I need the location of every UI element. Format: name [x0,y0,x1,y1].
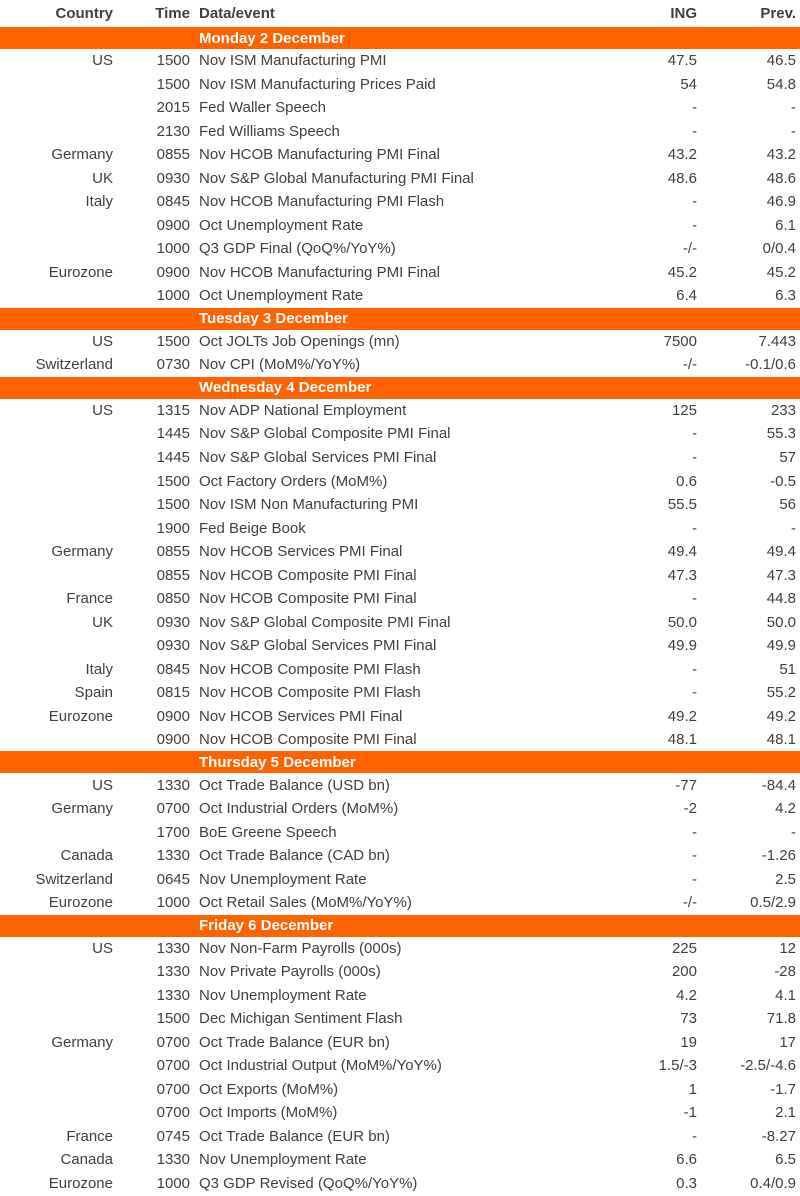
country-cell: Italy [85,193,113,211]
country-cell: Eurozone [48,894,113,912]
ing-forecast-cell: 200 [671,963,697,981]
country-cell [0,237,113,261]
event-row [0,728,800,752]
event-row [0,820,800,844]
time-cell: 1000 [156,287,190,305]
country-cell [0,96,113,120]
event-row [0,1172,800,1196]
ing-forecast-cell: 49.9 [667,637,697,655]
event-row [0,143,800,167]
event-row [0,284,800,308]
event-row [0,610,800,634]
country-cell: Spain [74,684,113,702]
data-event-column-header: Data/event [199,5,275,22]
time-cell: 1000 [156,894,190,912]
previous-cell: 0/0.4 [762,240,796,258]
time-cell: 0850 [156,590,190,608]
event-row [0,1148,800,1172]
country-cell [0,1007,113,1031]
event-cell: Fed Waller Speech [199,99,327,117]
time-cell: 1330 [156,1151,190,1169]
country-cell [0,284,113,308]
time-cell: 1445 [156,448,190,466]
day-section-banner [0,27,800,49]
event-row [0,1031,800,1055]
event-cell: Nov Non-Farm Payrolls (000s) [199,939,402,957]
time-cell: 1000 [156,1174,190,1192]
event-row [0,446,800,470]
ing-forecast-cell: - [692,1127,697,1145]
ing-forecast-cell: 0.6 [676,472,697,490]
previous-cell: 6.5 [775,1151,796,1169]
event-row [0,237,800,261]
ing-forecast-cell: -/- [682,240,697,258]
ing-forecast-cell: 225 [671,939,697,957]
time-cell: 2015 [156,99,190,117]
event-cell: Nov S&P Global Services PMI Final [199,637,437,655]
day-section-title: Monday 2 December [0,27,800,49]
ing-forecast-cell: -/- [682,356,697,374]
event-cell: Nov HCOB Manufacturing PMI Final [199,146,440,164]
time-cell: 0930 [156,613,190,631]
event-row [0,120,800,144]
country-cell [0,728,113,752]
event-cell: Nov Private Payrolls (000s) [199,963,381,981]
time-cell: 0730 [156,356,190,374]
previous-cell: 49.4 [766,543,796,561]
country-cell [0,820,113,844]
event-row [0,49,800,73]
ing-forecast-cell: 54 [680,75,697,93]
event-cell: Nov Unemployment Rate [199,1151,367,1169]
event-row [0,1007,800,1031]
event-cell: Oct Trade Balance (USD bn) [199,776,390,794]
time-cell: 1445 [156,425,190,443]
previous-cell: 0.5/2.9 [750,894,796,912]
country-cell [0,634,113,658]
event-row [0,563,800,587]
time-cell: 1500 [156,75,190,93]
time-cell: 0845 [156,193,190,211]
previous-cell: 51 [779,660,796,678]
ing-forecast-cell: 47.3 [667,566,697,584]
event-cell: Oct Unemployment Rate [199,216,364,234]
time-cell: 2130 [156,122,190,140]
event-row [0,634,800,658]
event-cell: Fed Beige Book [199,519,306,537]
event-cell: Nov HCOB Composite PMI Flash [199,660,421,678]
event-cell: Fed Williams Speech [199,122,340,140]
event-row [0,844,800,868]
time-cell: 1330 [156,986,190,1004]
previous-cell: 2.1 [775,1104,796,1122]
ing-forecast-cell: 6.6 [676,1151,697,1169]
previous-cell: 49.9 [766,637,796,655]
ing-forecast-cell: 19 [680,1033,697,1051]
country-cell: Germany [51,800,113,818]
previous-cell: 47.3 [766,566,796,584]
country-cell [0,120,113,144]
event-cell: Nov HCOB Manufacturing PMI Flash [199,193,445,211]
previous-cell: -84.4 [761,776,796,794]
event-cell: Oct Retail Sales (MoM%/YoY%) [199,894,412,912]
event-cell: Nov S&P Global Composite PMI Final [199,613,451,631]
time-cell: 0930 [156,637,190,655]
ing-forecast-cell: 7500 [663,332,697,350]
ing-forecast-cell: 55.5 [667,496,697,514]
country-cell: Canada [60,1151,113,1169]
event-cell: Nov HCOB Services PMI Final [199,543,403,561]
time-cell: 0900 [156,216,190,234]
ing-forecast-cell: 1.5/-3 [658,1057,697,1075]
time-cell: 1330 [156,847,190,865]
event-cell: Nov Unemployment Rate [199,870,367,888]
event-row [0,493,800,517]
previous-cell: 6.3 [775,287,796,305]
event-cell: Nov HCOB Composite PMI Final [199,566,417,584]
event-row [0,190,800,214]
day-section-banner [0,308,800,330]
ing-forecast-cell: 6.4 [676,287,697,305]
ing-forecast-cell: 4.2 [676,986,697,1004]
previous-cell: 55.2 [766,684,796,702]
previous-cell: 46.5 [766,52,796,70]
event-row [0,261,800,285]
country-cell [0,984,113,1008]
event-row [0,214,800,238]
time-cell: 1330 [156,776,190,794]
previous-cell: 49.2 [766,707,796,725]
time-cell: 1330 [156,963,190,981]
event-cell: Dec Michigan Sentiment Flash [199,1010,403,1028]
event-row [0,773,800,797]
event-row [0,868,800,892]
previous-cell: - [791,122,796,140]
time-cell: 0700 [156,800,190,818]
event-cell: Oct Trade Balance (CAD bn) [199,847,390,865]
event-cell: Nov HCOB Services PMI Final [199,707,403,725]
country-cell: Germany [51,146,113,164]
ing-forecast-cell: - [692,870,697,888]
event-cell: Nov HCOB Composite PMI Final [199,590,417,608]
country-cell [0,516,113,540]
event-row [0,1125,800,1149]
country-cell: Switzerland [35,356,113,374]
ing-forecast-cell: 48.6 [667,169,697,187]
ing-forecast-cell: - [692,684,697,702]
ing-forecast-cell: 50.0 [667,613,697,631]
ing-forecast-cell: 43.2 [667,146,697,164]
event-row [0,681,800,705]
event-cell: Nov Unemployment Rate [199,986,367,1004]
previous-cell: 71.8 [766,1010,796,1028]
previous-cell: - [791,519,796,537]
time-cell: 0845 [156,660,190,678]
event-cell: Oct Exports (MoM%) [199,1080,339,1098]
calendar-body [0,27,800,1195]
country-cell: Germany [51,543,113,561]
event-row [0,422,800,446]
time-cell: 1315 [156,401,190,419]
event-row [0,399,800,423]
event-cell: Nov CPI (MoM%/YoY%) [199,356,361,374]
ing-forecast-cell: - [692,590,697,608]
previous-cell: 45.2 [766,263,796,281]
time-cell: 1500 [156,1010,190,1028]
day-section-banner [0,915,800,937]
day-section-banner [0,377,800,399]
time-cell: 1700 [156,823,190,841]
event-row [0,1078,800,1102]
time-cell: 1330 [156,939,190,957]
event-cell: Nov S&P Global Composite PMI Final [199,425,451,443]
ing-forecast-cell: 48.1 [667,731,697,749]
ing-forecast-cell: 1 [688,1080,697,1098]
country-cell: US [92,401,113,419]
event-row [0,167,800,191]
time-cell: 0900 [156,263,190,281]
event-cell: Oct Industrial Orders (MoM%) [199,800,399,818]
ing-forecast-cell: - [692,122,697,140]
time-cell: 0815 [156,684,190,702]
event-cell: Oct Imports (MoM%) [199,1104,338,1122]
country-cell [0,73,113,97]
country-cell [0,446,113,470]
country-cell: US [92,939,113,957]
ing-forecast-cell: - [692,660,697,678]
event-row [0,984,800,1008]
time-cell: 0700 [156,1080,190,1098]
country-cell: US [92,52,113,70]
event-cell: Oct Trade Balance (EUR bn) [199,1127,390,1145]
ing-forecast-cell: -2 [683,800,697,818]
event-cell: Nov HCOB Composite PMI Flash [199,684,421,702]
previous-cell: 57 [779,448,796,466]
event-row [0,1054,800,1078]
header-row [0,0,800,27]
country-cell: France [66,1127,113,1145]
ing-forecast-cell: - [692,193,697,211]
ing-forecast-cell: 47.5 [667,52,697,70]
country-cell [0,563,113,587]
previous-column-header: Prev. [760,5,796,22]
previous-cell: -8.27 [761,1127,796,1145]
ing-forecast-cell: - [692,448,697,466]
event-row [0,891,800,915]
day-section-title: Tuesday 3 December [0,308,800,330]
previous-cell: 12 [779,939,796,957]
event-cell: Oct JOLTs Job Openings (mn) [199,332,400,350]
event-cell: Nov ADP National Employment [199,401,407,419]
previous-cell: -1.7 [770,1080,796,1098]
previous-cell: 48.1 [766,731,796,749]
event-row [0,704,800,728]
ing-forecast-cell: 125 [671,401,697,419]
time-cell: 0700 [156,1057,190,1075]
previous-cell: 4.2 [775,800,796,818]
country-cell: US [92,332,113,350]
ing-forecast-cell: - [692,823,697,841]
previous-cell: -0.1/0.6 [745,356,796,374]
event-cell: Nov S&P Global Services PMI Final [199,448,437,466]
ing-forecast-cell: - [692,425,697,443]
previous-cell: 54.8 [766,75,796,93]
event-row [0,960,800,984]
previous-cell: -28 [774,963,796,981]
country-cell [0,1054,113,1078]
day-section-title: Wednesday 4 December [0,377,800,399]
country-cell [0,469,113,493]
time-cell: 1500 [156,52,190,70]
event-row [0,540,800,564]
event-cell: Nov ISM Manufacturing Prices Paid [199,75,436,93]
time-cell: 1500 [156,496,190,514]
time-cell: 1500 [156,472,190,490]
country-cell: Eurozone [48,707,113,725]
ing-forecast-cell: 73 [680,1010,697,1028]
time-cell: 0855 [156,543,190,561]
event-cell: Q3 GDP Revised (QoQ%/YoY%) [199,1174,418,1192]
event-cell: Oct Industrial Output (MoM%/YoY%) [199,1057,442,1075]
country-cell [0,1078,113,1102]
country-cell: UK [92,169,113,187]
ing-forecast-cell: -1 [683,1104,697,1122]
time-cell: 0930 [156,169,190,187]
event-row [0,96,800,120]
ing-forecast-cell: - [692,99,697,117]
previous-cell: 7.443 [758,332,796,350]
event-row [0,937,800,961]
event-cell: Nov S&P Global Manufacturing PMI Final [199,169,474,187]
time-cell: 0645 [156,870,190,888]
time-cell: 0900 [156,731,190,749]
day-section-banner [0,751,800,773]
country-cell: Switzerland [35,870,113,888]
country-cell [0,214,113,238]
day-section-title: Thursday 5 December [0,751,800,773]
country-cell: US [92,776,113,794]
country-cell [0,493,113,517]
time-cell: 0745 [156,1127,190,1145]
event-cell: Nov HCOB Composite PMI Final [199,731,417,749]
country-cell: Germany [51,1033,113,1051]
time-cell: 0855 [156,146,190,164]
previous-cell: 55.3 [766,425,796,443]
event-cell: Nov ISM Non Manufacturing PMI [199,496,419,514]
ing-forecast-cell: - [692,519,697,537]
country-cell: Eurozone [48,263,113,281]
event-cell: Q3 GDP Final (QoQ%/YoY%) [199,240,396,258]
country-cell: UK [92,613,113,631]
event-cell: Oct Unemployment Rate [199,287,364,305]
ing-forecast-cell: - [692,216,697,234]
previous-cell: -0.5 [770,472,796,490]
ing-forecast-cell: -77 [675,776,697,794]
previous-cell: 4.1 [775,986,796,1004]
event-row [0,353,800,377]
ing-forecast-cell: - [692,847,697,865]
previous-cell: 43.2 [766,146,796,164]
previous-cell: 0.4/0.9 [750,1174,796,1192]
event-cell: Oct Trade Balance (EUR bn) [199,1033,390,1051]
event-row [0,469,800,493]
country-cell: Italy [85,660,113,678]
previous-cell: 6.1 [775,216,796,234]
ing-forecast-column-header: ING [670,5,697,22]
table-header [0,0,800,27]
event-row [0,797,800,821]
event-row [0,587,800,611]
previous-cell: 44.8 [766,590,796,608]
event-row [0,516,800,540]
ing-forecast-cell: 49.4 [667,543,697,561]
previous-cell: 46.9 [766,193,796,211]
event-row [0,1101,800,1125]
event-row [0,330,800,354]
time-cell: 1000 [156,240,190,258]
ing-forecast-cell: 45.2 [667,263,697,281]
country-cell [0,422,113,446]
previous-cell: - [791,823,796,841]
event-cell: Nov ISM Manufacturing PMI [199,52,387,70]
event-row [0,657,800,681]
time-cell: 0700 [156,1033,190,1051]
day-section-title: Friday 6 December [0,915,800,937]
event-cell: Nov HCOB Manufacturing PMI Final [199,263,440,281]
time-cell: 1500 [156,332,190,350]
ing-forecast-cell: 0.3 [676,1174,697,1192]
time-cell: 0855 [156,566,190,584]
previous-cell: -2.5/-4.6 [740,1057,796,1075]
previous-cell: -1.26 [761,847,796,865]
previous-cell: - [791,99,796,117]
previous-cell: 2.5 [775,870,796,888]
event-row [0,73,800,97]
event-cell: BoE Greene Speech [199,823,337,841]
previous-cell: 50.0 [766,613,796,631]
previous-cell: 56 [779,496,796,514]
ing-forecast-cell: -/- [682,894,697,912]
time-cell: 0900 [156,707,190,725]
time-cell: 0700 [156,1104,190,1122]
country-column-header: Country [55,5,113,22]
time-column-header: Time [155,5,190,22]
country-cell [0,1101,113,1125]
ing-forecast-cell: 49.2 [667,707,697,725]
country-cell: France [66,590,113,608]
country-cell [0,960,113,984]
event-cell: Oct Factory Orders (MoM%) [199,472,388,490]
previous-cell: 233 [770,401,796,419]
country-cell: Canada [60,847,113,865]
time-cell: 1900 [156,519,190,537]
previous-cell: 48.6 [766,169,796,187]
previous-cell: 17 [779,1033,796,1051]
country-cell: Eurozone [48,1174,113,1192]
